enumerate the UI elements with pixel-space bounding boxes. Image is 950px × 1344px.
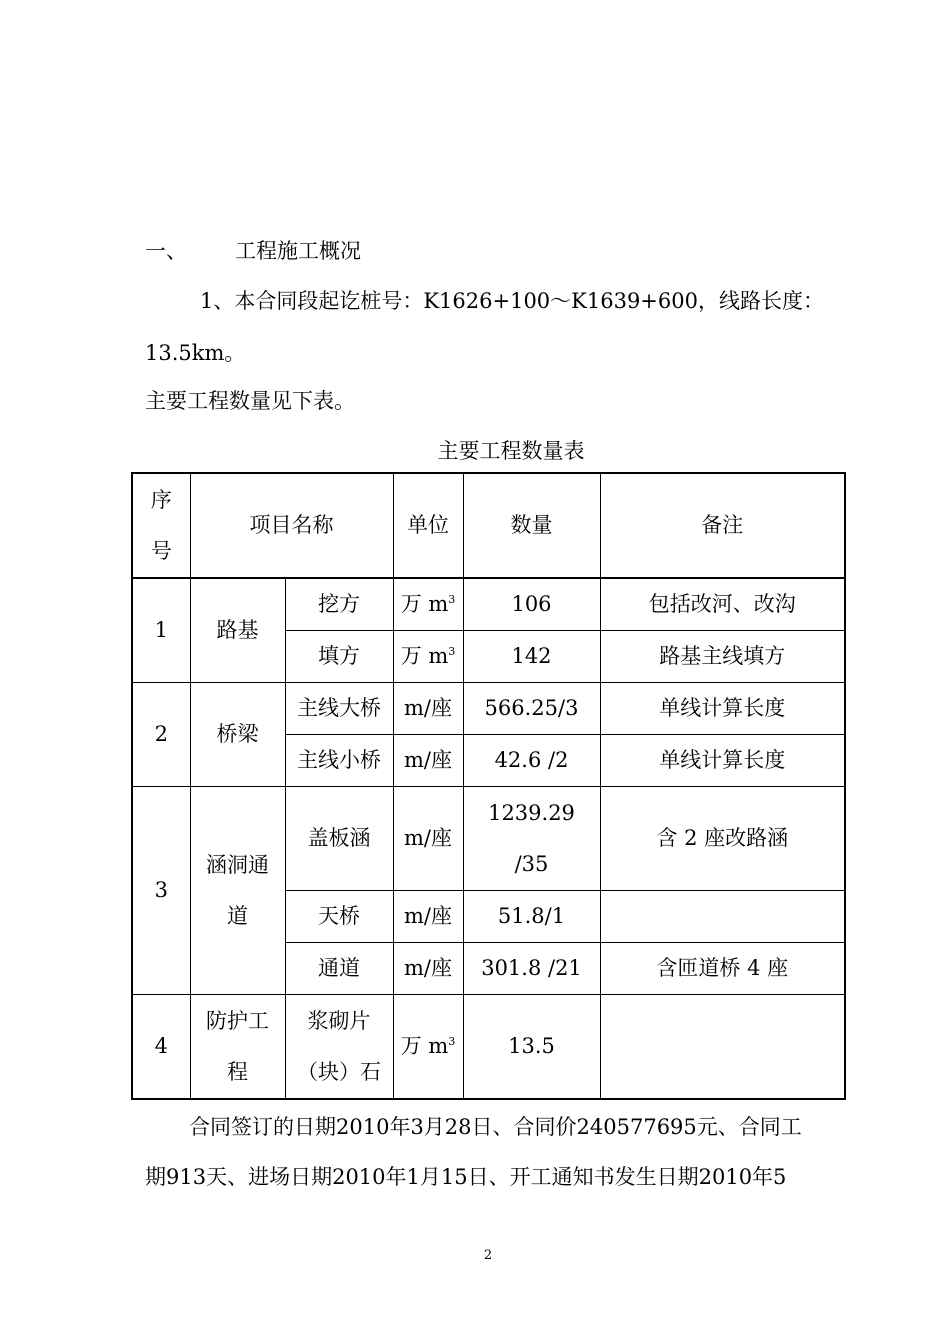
cell-unit: m/座	[393, 943, 463, 995]
unit-superscript: 3	[448, 645, 456, 658]
header-seq	[132, 473, 190, 578]
cell-note: 包括改河、改沟	[600, 578, 845, 631]
unit-superscript: 3	[448, 593, 456, 606]
unit-superscript: 3	[448, 1035, 456, 1048]
cell-unit: m/座	[393, 735, 463, 787]
cell-unit: m/座	[393, 787, 463, 891]
cell-note: 单线计算长度	[600, 683, 845, 735]
unit-text: 万 m	[400, 1034, 449, 1058]
paragraph-length: 13.5km。	[145, 341, 246, 365]
header-seq-line2: 号	[150, 538, 172, 563]
cell-note: 路基主线填方	[600, 631, 845, 683]
cell-note: 含 2 座改路涵	[600, 787, 845, 891]
cell-qty: 142	[463, 631, 600, 683]
cell-unit: m/座	[393, 683, 463, 735]
cell-note: 单线计算长度	[600, 735, 845, 787]
category-line2: 程	[227, 1059, 248, 1084]
section-number: 一、	[145, 239, 187, 263]
cell-item	[285, 995, 393, 1100]
cell-note	[600, 891, 845, 943]
cell-note: 含匝道桥 4 座	[600, 943, 845, 995]
qty-line2: /35	[514, 851, 549, 876]
cell-qty	[463, 787, 600, 891]
cell-qty: 51.8/1	[463, 891, 600, 943]
cell-unit	[393, 578, 463, 631]
table-header-row	[132, 473, 845, 578]
cell-item: 主线小桥	[285, 735, 393, 787]
header-note: 备注	[600, 473, 845, 578]
cell-category	[190, 787, 285, 995]
header-qty: 数量	[463, 473, 600, 578]
unit-text: 万 m	[400, 644, 449, 668]
paragraph-chainage: 1、本合同段起讫桩号：K1626+100～K1639+600，线路长度：	[200, 289, 824, 313]
quantities-table	[131, 472, 846, 1100]
section-heading	[145, 236, 361, 266]
cell-item: 天桥	[285, 891, 393, 943]
unit-text: 万 m	[400, 592, 449, 616]
cell-item: 挖方	[285, 578, 393, 631]
cell-qty: 106	[463, 578, 600, 631]
cell-seq: 4	[132, 995, 190, 1100]
paragraph-contract-cont: 期913天、进场日期2010年1月15日、开工通知书发生日期2010年5	[145, 1165, 787, 1189]
cell-note	[600, 995, 845, 1100]
paragraph-contract	[145, 1112, 835, 1142]
cell-category: 桥梁	[190, 683, 285, 787]
cell-item: 盖板涵	[285, 787, 393, 891]
cell-item: 填方	[285, 631, 393, 683]
cell-qty: 13.5	[463, 995, 600, 1100]
cell-seq: 2	[132, 683, 190, 787]
cell-unit	[393, 995, 463, 1100]
table-caption: 主要工程数量表	[437, 439, 585, 463]
cell-item: 通道	[285, 943, 393, 995]
item-line2: （块）石	[297, 1059, 381, 1084]
cell-item: 主线大桥	[285, 683, 393, 735]
header-seq-line1: 序	[150, 487, 172, 512]
paragraph-table-intro: 主要工程数量见下表。	[145, 389, 355, 413]
cell-qty: 42.6 /2	[463, 735, 600, 787]
category-line1: 防护工	[206, 1008, 269, 1033]
cell-category: 路基	[190, 578, 285, 683]
cell-qty: 566.25/3	[463, 683, 600, 735]
category-line2: 道	[227, 903, 248, 928]
table-row	[132, 995, 845, 1100]
cell-unit: m/座	[393, 891, 463, 943]
section-title: 工程施工概况	[235, 239, 361, 263]
cell-qty: 301.8 /21	[463, 943, 600, 995]
item-line1: 浆砌片	[307, 1008, 371, 1033]
header-unit: 单位	[393, 473, 463, 578]
category-line1: 涵洞通	[206, 852, 269, 877]
paragraph-contract-text: 合同签订的日期2010年3月28日、合同价240577695元、合同工	[189, 1115, 802, 1139]
header-name: 项目名称	[190, 473, 393, 578]
qty-line1: 1239.29	[488, 800, 575, 825]
table-row	[132, 578, 845, 631]
cell-category	[190, 995, 285, 1100]
table-row	[132, 787, 845, 891]
table-row	[132, 683, 845, 735]
cell-seq: 1	[132, 578, 190, 683]
page-number: 2	[483, 1248, 493, 1263]
cell-unit	[393, 631, 463, 683]
cell-seq: 3	[132, 787, 190, 995]
